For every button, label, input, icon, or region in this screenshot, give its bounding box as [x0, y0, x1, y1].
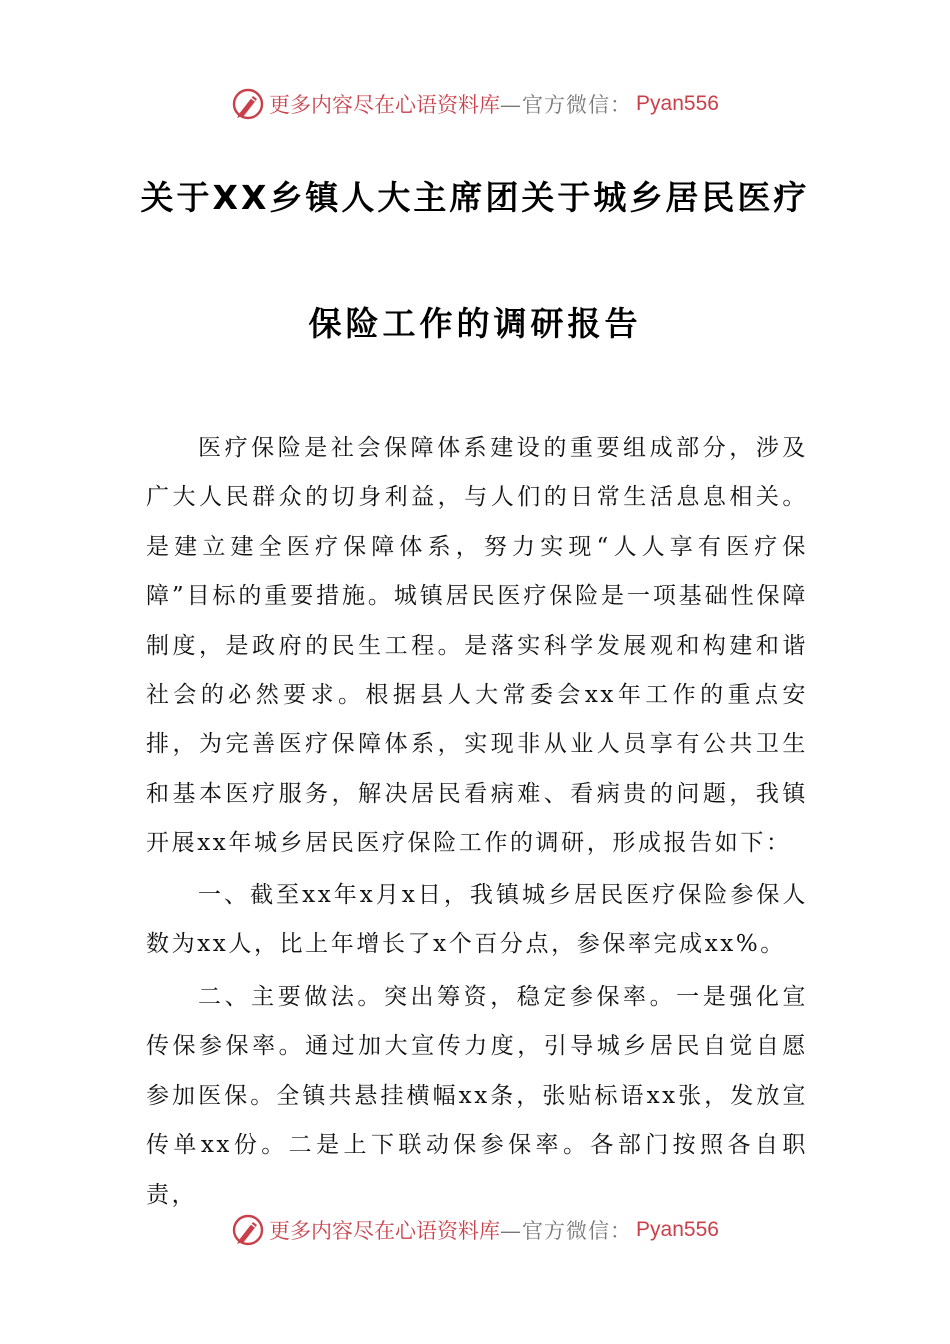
document-title-line-2: 保险工作的调研报告 [308, 304, 642, 343]
body-section-1 [146, 424, 808, 869]
banner-wechat-id: Pyan556 [636, 92, 719, 115]
pen-logo-icon [231, 87, 265, 121]
banner-wechat-id: Pyan556 [636, 1218, 719, 1241]
paragraph-intro: 医疗保险是社会保障体系建设的重要组成部分，涉及广大人民群众的切身利益，与人们的日常生活息息相关。是建立建全医疗保障体系，努力实现“人人享有医疗保障”目标的重要措施。城镇居民医疗保险是一项基础性保障制度，是政府的民生工程。是落实科学发展观和构建和谐社会的必然要求。根据县人大常委会xx年工作的重点安排，为完善医疗保障体系，实现非从业人员享有公共卫生和基本医疗服务，解决居民看病难、看病贵的问题，我镇开展xx年城乡居民医疗保险工作的调研，形成报告如下： [146, 435, 808, 857]
banner-brand-text: 更多内容尽在心语资料库 [269, 1219, 501, 1243]
paragraph-section-two: 二、主要做法。突出筹资，稳定参保率。一是强化宣传保参保率。通过加大宣传力度，引导城乡居民自觉自愿参加医保。全镇共悬挂横幅xx条，张贴标语xx张，发放宣传单xx份。二是上下联动保参保率。各部门按照各自职责， [146, 984, 808, 1208]
body-section-2 [146, 871, 808, 970]
paragraph-section-one: 一、截至xx年x月x日，我镇城乡居民医疗保险参保人数为xx人，比上年增长了x个百分点，参保率完成xx%。 [146, 882, 808, 958]
document-title-line-1: 关于XX乡镇人大主席团关于城乡居民医疗 [140, 178, 810, 217]
header-banner [0, 84, 950, 124]
banner-brand-text: 更多内容尽在心语资料库 [269, 93, 501, 117]
footer-banner [0, 1210, 950, 1250]
banner-separator-text: —官方微信： [500, 93, 633, 117]
body-section-3 [146, 973, 808, 1220]
pen-logo-icon [231, 1213, 265, 1247]
banner-separator-text: —官方微信： [500, 1219, 633, 1243]
